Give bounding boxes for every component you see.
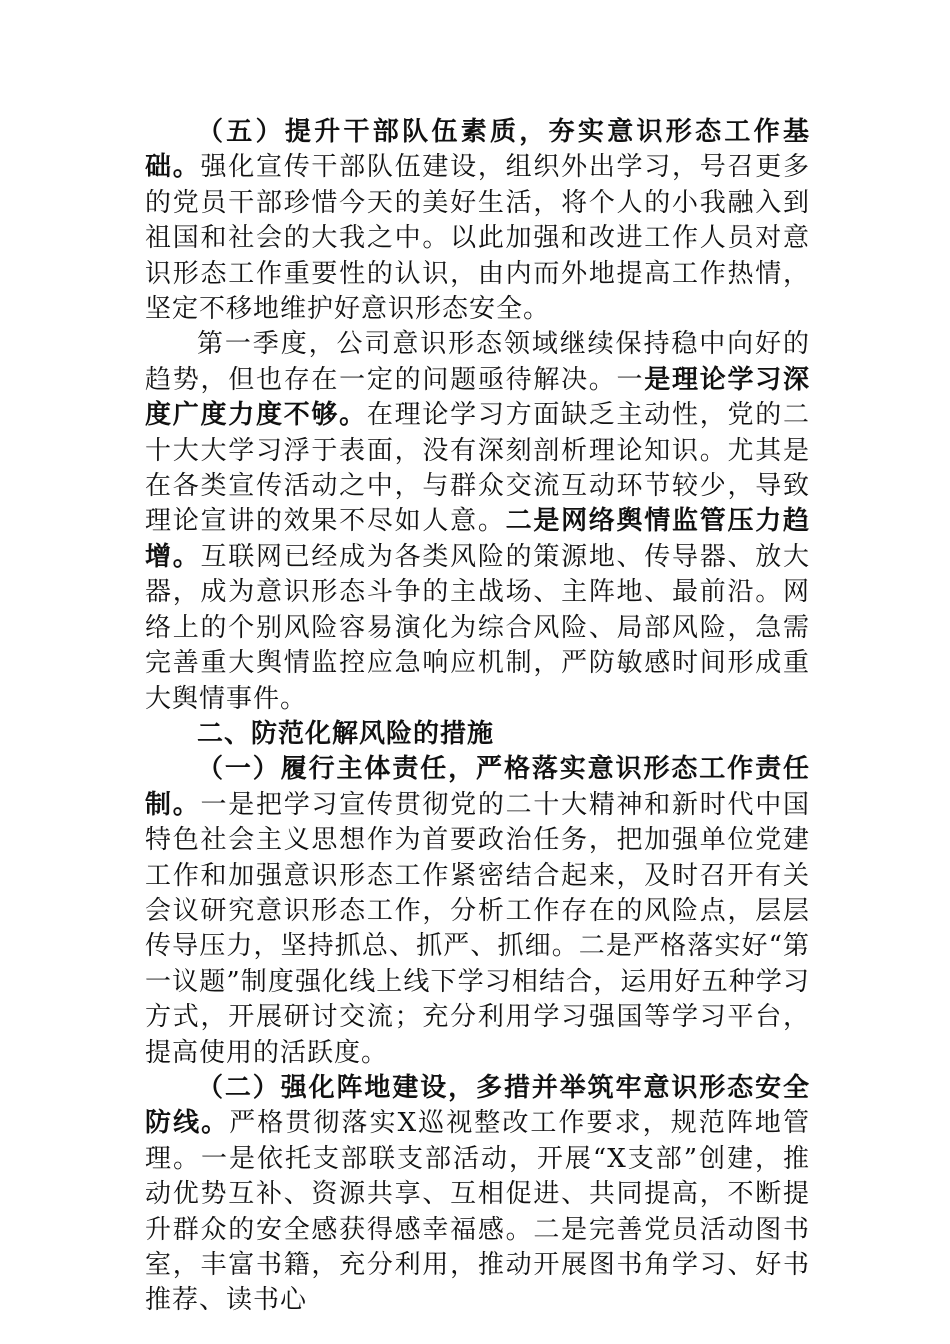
bold-point-network-opinion: 二是网络舆情监管压力趋增。 xyxy=(145,506,810,572)
paragraph-text: 互联网已经成为各类风险的策源地、传导器、放大器，成为意识形态斗争的主战场、主阵地、最前沿。网络上的个别风险容易演化为综合风险、局部风险，急需完善重大舆情监控应急响应机制，严防敏感时间形成重大舆情事件。 xyxy=(145,541,810,714)
paragraph-text: 在理论学习方面缺乏主动性，党的二十大大学习浮于表面，没有深刻剖析理论知识。尤其是在各类宣传活动之中，与群众交流互动环节较少，导致理论宣讲的效果不尽如人意。 xyxy=(145,400,810,537)
bold-point-theory-study: 是理论学习深度广度力度不够。 xyxy=(145,364,810,431)
paragraph-lead-heading: （五）提升干部队伍素质，夯实意识形态工作基础。 xyxy=(145,117,810,183)
paragraph-position-building xyxy=(145,1071,810,1319)
paragraph-cadre-quality xyxy=(145,115,810,327)
paragraph-text: 第一季度，公司意识形态领域继续保持稳中向好的趋势，但也存在一定的问题亟待解决。一 xyxy=(145,329,810,395)
paragraph-body-text: 一是把学习宣传贯彻党的二十大精神和新时代中国特色社会主义思想作为首要政治任务，把加强单位党建工作和加强意识形态工作紧密结合起来，及时召开有关会议研究意识形态工作，分析工作存在的风险点，层层传导压力，坚持抓总、抓严、抓细。二是严格落实好“第一议题”制度强化线上线下学习相结合，运用好五种学习方式，开展研讨交流；充分利用学习强国等学习平台，提高使用的活跃度。 xyxy=(145,789,810,1068)
paragraph-lead-heading: （二）强化阵地建设，多措并举筑牢意识形态安全防线。 xyxy=(145,1072,810,1139)
paragraph-first-quarter-issues xyxy=(145,327,810,716)
paragraph-main-responsibility xyxy=(145,752,810,1071)
document-page xyxy=(145,115,810,1319)
paragraph-body-text: 强化宣传干部队伍建设，组织外出学习，号召更多的党员干部珍惜今天的美好生活，将个人的小我融入到祖国和社会的大我之中。以此加强和改进工作人员对意识形态工作重要性的认识，由内而外地提高工作热情，坚定不移地维护好意识形态安全。 xyxy=(145,152,810,325)
paragraph-lead-heading: （一）履行主体责任，严格落实意识形态工作责任制。 xyxy=(145,754,810,820)
section-heading-risk-measures: 二、防范化解风险的措施 xyxy=(197,718,495,749)
paragraph-body-text: 严格贯彻落实X巡视整改工作要求，规范阵地管理。一是依托支部联支部活动，开展“X支部”创建，推动优势互补、资源共享、互相促进、共同提高，不断提升群众的安全感获得感幸福感。二是完善党员活动图书室，丰富书籍，充分利用，推动开展图书角学习、好书推荐、读书心 xyxy=(145,1108,810,1316)
